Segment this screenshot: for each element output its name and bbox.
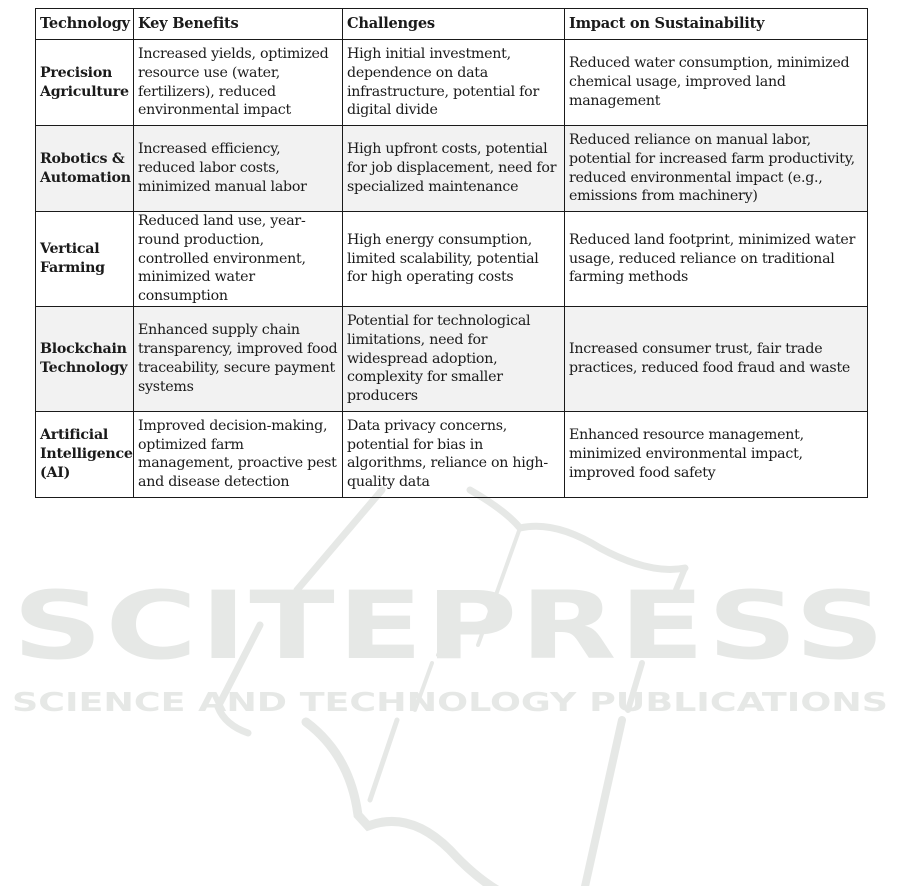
technology-cell: Vertical Farming (36, 212, 134, 307)
benefits-cell: Improved decision-making, optimized farm management, proactive pest and disease detection (134, 411, 343, 497)
header-technology: Technology (36, 9, 134, 40)
table-header-row (36, 9, 868, 40)
challenges-cell: High initial investment, dependence on data infrastructure, potential for digital divide (343, 40, 565, 126)
impact-cell: Reduced reliance on manual labor, potential for increased farm productivity, reduced environmental impact (e.g., emissions from machinery) (565, 126, 868, 212)
benefits-cell: Reduced land use, year-round production, controlled environment, minimized water consumption (134, 212, 343, 307)
challenges-cell: High energy consumption, limited scalability, potential for high operating costs (343, 212, 565, 307)
header-key-benefits: Key Benefits (134, 9, 343, 40)
header-challenges: Challenges (343, 9, 565, 40)
book-logo-icon (218, 490, 685, 886)
impact-cell: Enhanced resource management, minimized environmental impact, improved food safety (565, 411, 868, 497)
table-row (36, 411, 868, 497)
watermark-brand: SCITEPRESS (12, 572, 888, 681)
benefits-cell: Increased yields, optimized resource use (water, fertilizers), reduced environmental impact (134, 40, 343, 126)
table-row (36, 306, 868, 411)
table-row (36, 40, 868, 126)
technology-cell: Blockchain Technology (36, 306, 134, 411)
impact-cell: Reduced land footprint, minimized water usage, reduced reliance on traditional farming methods (565, 212, 868, 307)
challenges-cell: High upfront costs, potential for job displacement, need for specialized maintenance (343, 126, 565, 212)
benefits-cell: Increased efficiency, reduced labor costs, minimized manual labor (134, 126, 343, 212)
table-row (36, 212, 868, 307)
brand-text (12, 572, 888, 718)
challenges-cell: Potential for technological limitations, need for widespread adoption, complexity for smaller producers (343, 306, 565, 411)
impact-cell: Reduced water consumption, minimized chemical usage, improved land management (565, 40, 868, 126)
technology-cell: Robotics & Automation (36, 126, 134, 212)
impact-cell: Increased consumer trust, fair trade practices, reduced food fraud and waste (565, 306, 868, 411)
watermark-tagline: SCIENCE AND TECHNOLOGY PUBLICATIONS (12, 688, 888, 718)
technology-comparison-table (35, 8, 868, 498)
technology-cell: Artificial Intelligence (AI) (36, 411, 134, 497)
technology-cell: Precision Agriculture (36, 40, 134, 126)
header-impact-on-sustainability: Impact on Sustainability (565, 9, 868, 40)
table-row (36, 126, 868, 212)
challenges-cell: Data privacy concerns, potential for bias in algorithms, reliance on high-quality data (343, 411, 565, 497)
benefits-cell: Enhanced supply chain transparency, improved food traceability, secure payment systems (134, 306, 343, 411)
